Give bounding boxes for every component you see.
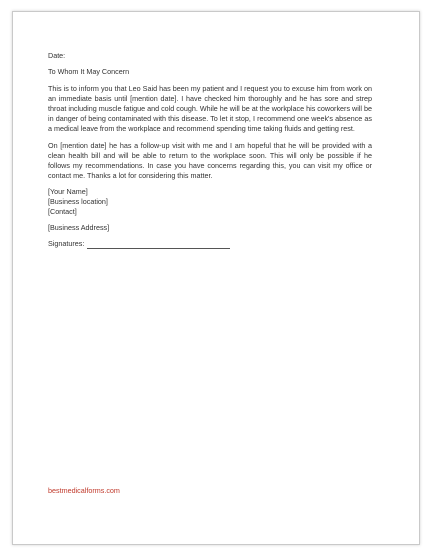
sender-location: [Business location] xyxy=(48,197,108,206)
sender-contact: [Contact] xyxy=(48,207,77,216)
paragraph-2: On [mention date] he has a follow-up visit with me and I am hopeful that he will be provided with a clean health bill and will be able to return to the workplace soon. This will only be possible if he follows my recommendations. In case you have concerns regarding this, you can visit my office or contact me. Thanks a lot for considering this matter. xyxy=(48,141,372,180)
letter-body xyxy=(48,51,372,249)
signature-label: Signatures: xyxy=(48,239,85,248)
footer-site-link[interactable]: bestmedicalforms.com xyxy=(48,486,120,495)
sender-name: [Your Name] xyxy=(48,187,88,196)
signature-row xyxy=(48,239,372,249)
business-address: [Business Address] xyxy=(48,223,110,232)
sender-block xyxy=(48,187,372,217)
date-label: Date: xyxy=(48,51,66,60)
salutation: To Whom It May Concern xyxy=(48,67,130,76)
paragraph-1: This is to inform you that Leo Said has been my patient and I request you to excuse him from work on an immediate basis until [mention date]. I have checked him thoroughly and he has sore and strep throat including muscle fatigue and cold cough. While he will be at the workplace his coworkers will be in danger of being contaminated with this disease. To let it stop, I recommend one week's absence as a medical leave from the workplace and recommend spending time taking fluids and getting rest. xyxy=(48,84,373,133)
signature-line xyxy=(87,241,230,249)
